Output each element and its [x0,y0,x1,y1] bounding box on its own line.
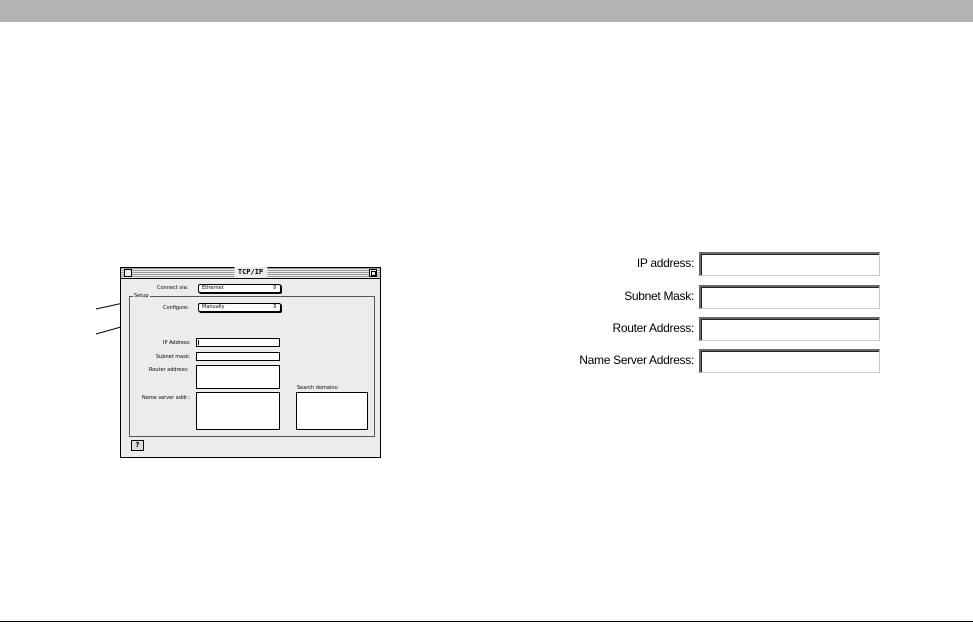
router-address-input[interactable] [699,317,880,341]
name-server-field[interactable] [196,392,280,430]
ip-address-input[interactable] [699,252,880,276]
close-box-icon[interactable] [124,269,132,277]
name-server-label: Name server addr.: [142,395,191,401]
help-button[interactable]: ? [131,440,144,451]
configure-select[interactable] [198,303,281,312]
search-domains-field[interactable] [296,392,368,430]
connect-via-label: Connect via: [157,285,189,291]
configure-label: Configure: [163,305,189,311]
text-caret [198,340,199,345]
connect-via-select[interactable] [198,284,281,293]
connect-via-value: Ethernet [202,285,224,291]
window-title: TCP/IP [234,267,267,278]
zoom-box-icon[interactable] [369,269,377,277]
tcpip-window [120,267,381,458]
updown-arrows-icon: ⇕ [271,284,277,291]
ip-address-label: IP Address: [163,340,191,346]
updown-arrows-icon: ⇕ [271,303,277,310]
configure-value: Manually [202,304,225,310]
name-server-form-label: Name Server Address: [579,353,694,367]
router-address-field[interactable] [196,365,280,389]
name-server-input[interactable] [699,349,880,373]
search-domains-label: Search domains: [297,385,339,391]
window-titlebar[interactable] [121,268,380,279]
subnet-mask-label: Subnet mask: [156,354,191,360]
ip-address-field[interactable] [196,338,280,347]
subnet-mask-form-label: Subnet Mask: [624,289,694,303]
bottom-rule [0,621,973,622]
subnet-mask-field[interactable] [196,352,280,361]
router-address-label: Router address: [149,367,189,373]
router-address-form-label: Router Address: [612,321,694,335]
setup-label: Setup [134,293,149,299]
subnet-mask-input[interactable] [699,285,880,309]
ip-address-form-label: IP address: [636,256,694,270]
